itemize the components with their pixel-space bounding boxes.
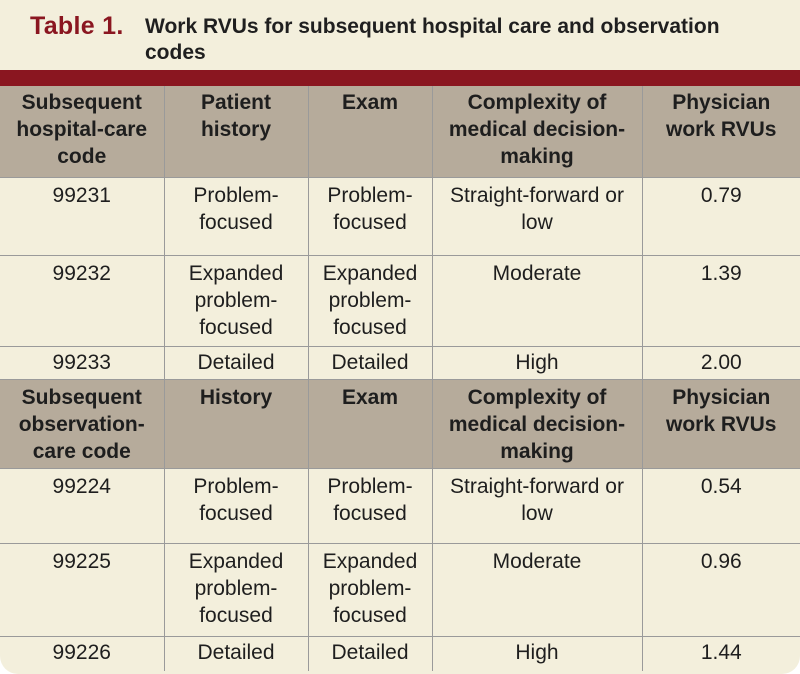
table-caption (0, 0, 800, 70)
code-cell: 99224 (0, 469, 164, 544)
table-row (0, 469, 800, 544)
column-header: Complexity of medical decision-making (432, 86, 642, 178)
history-cell: Expanded problem-focused (164, 256, 308, 347)
history-cell: Problem-focused (164, 469, 308, 544)
rvu-table (0, 86, 800, 671)
rvu-cell: 1.44 (642, 637, 800, 672)
history-cell: Detailed (164, 637, 308, 672)
complexity-cell: High (432, 347, 642, 380)
table-row (0, 544, 800, 637)
table-title: Work RVUs for subsequent hospital care and observation codes (145, 15, 720, 64)
complexity-cell: Moderate (432, 256, 642, 347)
code-cell: 99226 (52, 641, 111, 664)
complexity-cell: Straight-forward or low (432, 469, 642, 544)
observation-header-row (0, 380, 800, 469)
exam-cell: Problem-focused (308, 178, 432, 256)
code-cell: 99231 (0, 178, 164, 256)
column-header: Physician work RVUs (642, 86, 800, 178)
table-number: Table 1. (30, 12, 124, 40)
history-cell: Expanded problem-focused (164, 544, 308, 637)
code-cell: 99233 (0, 347, 164, 380)
column-header: Exam (308, 86, 432, 178)
column-header: Patient history (164, 86, 308, 178)
exam-cell: Detailed (308, 637, 432, 672)
column-header: Complexity of medical decision-making (432, 380, 642, 469)
rvu-cell: 0.54 (642, 469, 800, 544)
rvu-cell: 2.00 (642, 347, 800, 380)
table-row (0, 178, 800, 256)
history-cell: Problem-focused (164, 178, 308, 256)
column-header: History (164, 380, 308, 469)
column-header: Subsequent hospital-care code (0, 86, 164, 178)
complexity-cell: Moderate (432, 544, 642, 637)
rvu-cell: 0.79 (642, 178, 800, 256)
complexity-cell: High (432, 637, 642, 672)
accent-bar (0, 70, 800, 86)
rvu-cell: 1.39 (642, 256, 800, 347)
code-cell: 99225 (0, 544, 164, 637)
hospital-header-row (0, 86, 800, 178)
table-row (0, 256, 800, 347)
column-header: Subsequent observation-care code (0, 380, 164, 469)
complexity-cell: Straight-forward or low (432, 178, 642, 256)
column-header: Physician work RVUs (642, 380, 800, 469)
exam-cell: Expanded problem-focused (308, 544, 432, 637)
exam-cell: Problem-focused (308, 469, 432, 544)
column-header: Exam (308, 380, 432, 469)
code-cell: 99232 (0, 256, 164, 347)
exam-cell: Expanded problem-focused (308, 256, 432, 347)
table-row (0, 347, 800, 380)
table-row (0, 637, 800, 672)
history-cell: Detailed (164, 347, 308, 380)
exam-cell: Detailed (308, 347, 432, 380)
rvu-cell: 0.96 (642, 544, 800, 637)
